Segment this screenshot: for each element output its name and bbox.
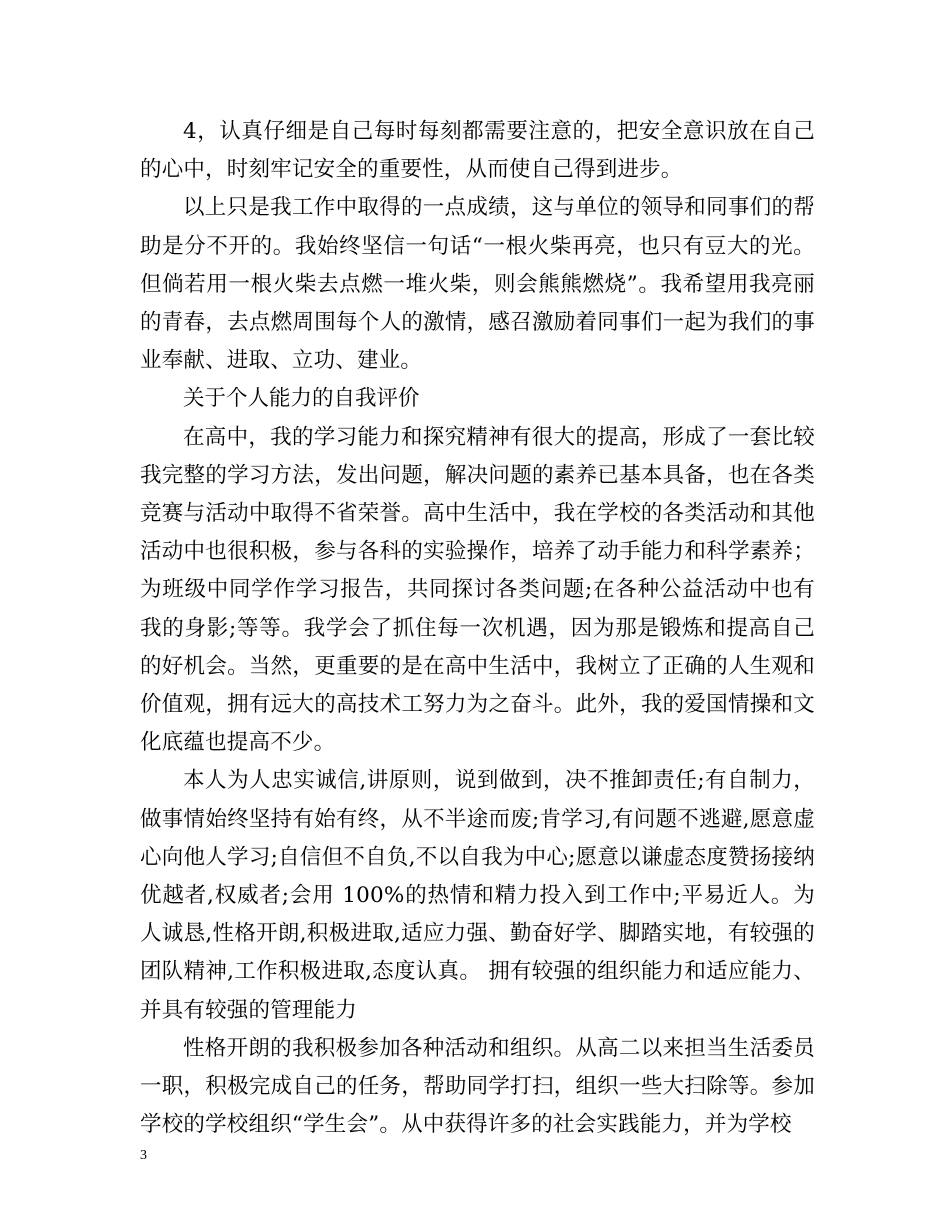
section-heading: 关于个人能力的自我评价 [183,386,420,412]
paragraph-high-school: 在高中，我的学习能力和探究精神有很大的提高，形成了一套比较我完整的学习方法，发出问题，解决问题的素养已基本具备，也在各类竞赛与活动中取得不省荣誉。高中生活中，我在学校的各类活动和其他活动中也很积极，参与各科的实验操作，培养了动手能力和科学素养；为班级中同学作学习报告，共同探讨各类问题;在各种公益活动中也有我的身影;等等。我学会了抓住每一次机遇，因为那是锻炼和提高自己的好机会。当然，更重要的是在高中生活中，我树立了正确的人生观和价值观，拥有远大的高技术工努力为之奋斗。此外，我的爱国情操和文化底蕴也提高不少。 [140,424,815,756]
paragraph-achievements: 以上只是我工作中取得的一点成绩，这与单位的领导和同事们的帮助是分不开的。我始终坚信一句话“一根火柴再亮，也只有豆大的光。但倘若用一根火柴去点燃一堆火柴，则会熊熊燃烧”。我希望用我亮丽的青春，去点燃周围每个人的激情，感召激励着同事们一起为我们的事业奉献、进取、立功、建业。 [140,195,815,374]
paragraph-personality: 本人为人忠实诚信,讲原则，说到做到，决不推卸责任;有自制力，做事情始终坚持有始有终，从不半途而废;肯学习,有问题不逃避,愿意虚心向他人学习;自信但不自负,不以自我为中心;愿意以谦虚态度赞扬接纳优越者,权威者;会用 100%的热情和精力投入到工作中;平易近人。为人诚恳,性格开朗,积极进取,适应力强、勤奋好学、脚踏实地，有较强的团队精神,工作积极进取,态度认真。 拥有较强的组织能力和适应能力、并具有较强的管理能力 [140,768,815,1023]
page-number: 3 [140,1148,147,1163]
paragraph-activities: 性格开朗的我积极参加各种活动和组织。从高二以来担当生活委员一职，积极完成自己的任务，帮助同学打扫，组织一些大扫除等。参加学校的学校组织“学生会”。从中获得许多的社会实践能力，并为学校 [140,1035,815,1138]
paragraph-safety: 4，认真仔细是自己每时每刻都需要注意的，把安全意识放在自己的心中，时刻牢记安全的重要性，从而使自己得到进步。 [140,119,815,183]
document-body [140,113,815,1144]
